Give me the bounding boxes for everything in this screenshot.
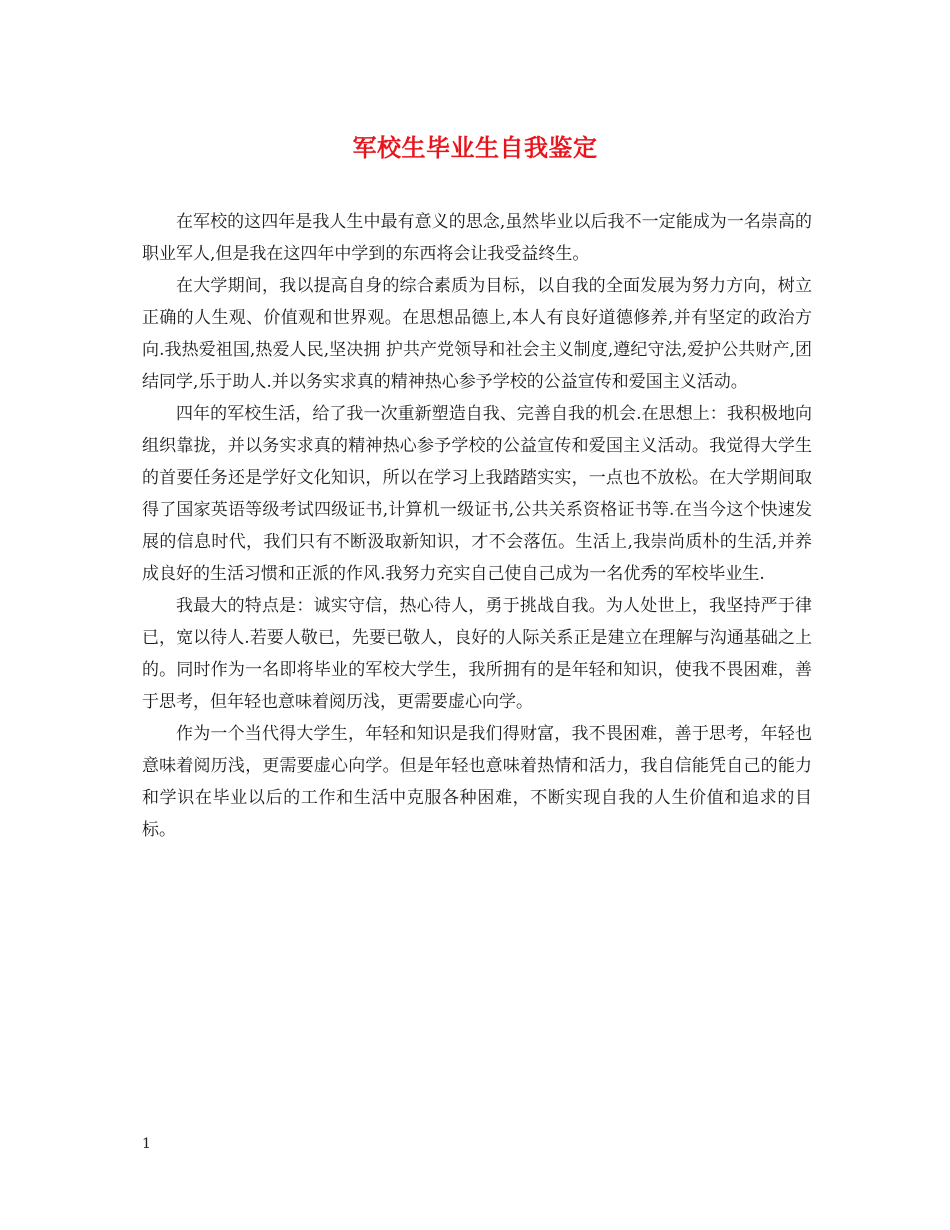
paragraph-4: 我最大的特点是：诚实守信，热心待人，勇于挑战自我。为人处世上，我坚持严于律已，宽以待人.若要人敬已，先要已敬人，良好的人际关系正是建立在理解与沟通基础之上的。同时作为一名即将毕业的军校大学生，我所拥有的是年轻和知识，使我不畏困难，善于思考，但年轻也意味着阅历浅，更需要虚心向学。: [142, 596, 812, 712]
page-number: 1: [142, 1136, 151, 1152]
document-body: [142, 206, 812, 846]
paragraph-2: 在大学期间，我以提高自身的综合素质为目标，以自我的全面发展为努力方向，树立正确的人生观、价值观和世界观。在思想品德上,本人有良好道德修养,并有坚定的政治方向.我热爱祖国,热爱人民,坚决拥 护共产党领导和社会主义制度,遵纪守法,爱护公共财产,团结同学,乐于助人.并以务实求真的精神热心参予学校的公益宣传和爱国主义活动。: [142, 276, 812, 392]
paragraph-5: 作为一个当代得大学生，年轻和知识是我们得财富，我不畏困难，善于思考，年轻也意味着阅历浅，更需要虚心向学。但是年轻也意味着热情和活力，我自信能凭自己的能力和学识在毕业以后的工作和生活中克服各种困难，不断实现自我的人生价值和追求的目标。: [142, 724, 812, 840]
paragraph-1: 在军校的这四年是我人生中最有意义的思念,虽然毕业以后我不一定能成为一名崇高的职业军人,但是我在这四年中学到的东西将会让我受益终生。: [142, 212, 812, 264]
document-title: 军校生毕业生自我鉴定: [352, 133, 598, 162]
paragraph-3: 四年的军校生活，给了我一次重新塑造自我、完善自我的机会.在思想上：我积极地向组织靠拢，并以务实求真的精神热心参予学校的公益宣传和爱国主义活动。我觉得大学生的首要任务还是学好文化知识，所以在学习上我踏踏实实，一点也不放松。在大学期间取得了国家英语等级考试四级证书,计算机一级证书,公共关系资格证书等.在当今这个快速发展的信息时代，我们只有不断汲取新知识，才不会落伍。生活上,我崇尚质朴的生活,并养成良好的生活习惯和正派的作风.我努力充实自己使自己成为一名优秀的军校毕业生.: [142, 404, 812, 584]
